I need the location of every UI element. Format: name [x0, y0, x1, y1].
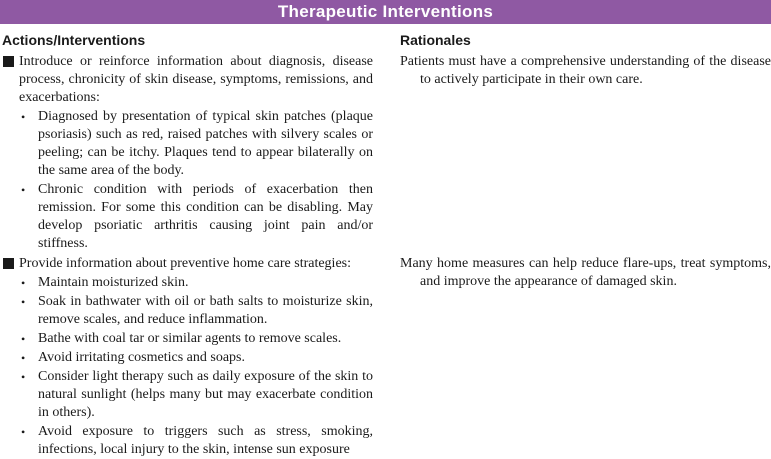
rationale-cell	[400, 255, 771, 291]
rationale-text: Many home measures can help reduce flare-ups, treat symptoms, and improve the appearance of damaged skin.	[400, 256, 771, 289]
bullet-dot-icon: •	[21, 332, 26, 346]
sub-item-text: Diagnosed by presentation of typical skin patches (plaque psoriasis) such as red, raised patches with silvery scales or peeling; can be itchy. Plaques tend to appear bilaterally on the same area of the body.	[38, 109, 373, 178]
sub-item-text: Maintain moisturized skin.	[38, 275, 189, 290]
sub-item	[0, 368, 373, 422]
bullet-dot-icon: •	[21, 370, 26, 384]
sub-item	[0, 330, 373, 348]
square-bullet-icon	[3, 56, 14, 67]
bullet-dot-icon: •	[21, 183, 26, 197]
sub-item-text: Consider light therapy such as daily exposure of the skin to natural sunlight (helps many but may exacerbate condition in others).	[38, 369, 373, 420]
bullet-dot-icon: •	[21, 295, 26, 309]
actions-column	[0, 53, 373, 459]
sub-item	[0, 274, 373, 292]
sub-item-list	[0, 274, 373, 459]
intervention-text: Provide information about preventive home care strategies:	[19, 256, 352, 271]
sub-item	[0, 108, 373, 180]
bullet-dot-icon: •	[21, 110, 26, 124]
column-header-actions: Actions/Interventions	[2, 32, 146, 48]
intervention-item	[0, 255, 373, 273]
banner-title: Therapeutic Interventions	[277, 2, 494, 21]
sub-item-text: Avoid exposure to triggers such as stress, smoking, infections, local injury to the skin, intense sun exposure	[38, 424, 373, 457]
rationale-text: Patients must have a comprehensive understanding of the disease to actively participate in their own care.	[400, 54, 771, 87]
column-header-rationales: Rationales	[400, 32, 471, 48]
sub-item-text: Soak in bathwater with oil or bath salts to moisturize skin, remove scales, and reduce inflammation.	[38, 294, 373, 327]
intervention-text: Introduce or reinforce information about diagnosis, disease process, chronicity of skin disease, symptoms, remissions, and exacerbations:	[19, 54, 373, 105]
intervention-block	[0, 53, 373, 253]
bullet-dot-icon: •	[21, 276, 26, 290]
bullet-dot-icon: •	[21, 351, 26, 365]
bullet-dot-icon: •	[21, 425, 26, 439]
intervention-item	[0, 53, 373, 107]
section-banner	[0, 0, 771, 24]
rationale-cell	[400, 53, 771, 89]
sub-item-text: Bathe with coal tar or similar agents to remove scales.	[38, 331, 342, 346]
sub-item-list	[0, 108, 373, 253]
sub-item-text: Avoid irritating cosmetics and soaps.	[38, 350, 245, 365]
sub-item	[0, 423, 373, 459]
sub-item-text: Chronic condition with periods of exacerbation then remission. For some this condition can be disabling. May develop psoriatic arthritis causing joint pain and/or stiffness.	[38, 182, 373, 251]
square-bullet-icon	[3, 258, 14, 269]
sub-item	[0, 181, 373, 253]
sub-item	[0, 293, 373, 329]
sub-item	[0, 349, 373, 367]
intervention-block	[0, 255, 373, 459]
